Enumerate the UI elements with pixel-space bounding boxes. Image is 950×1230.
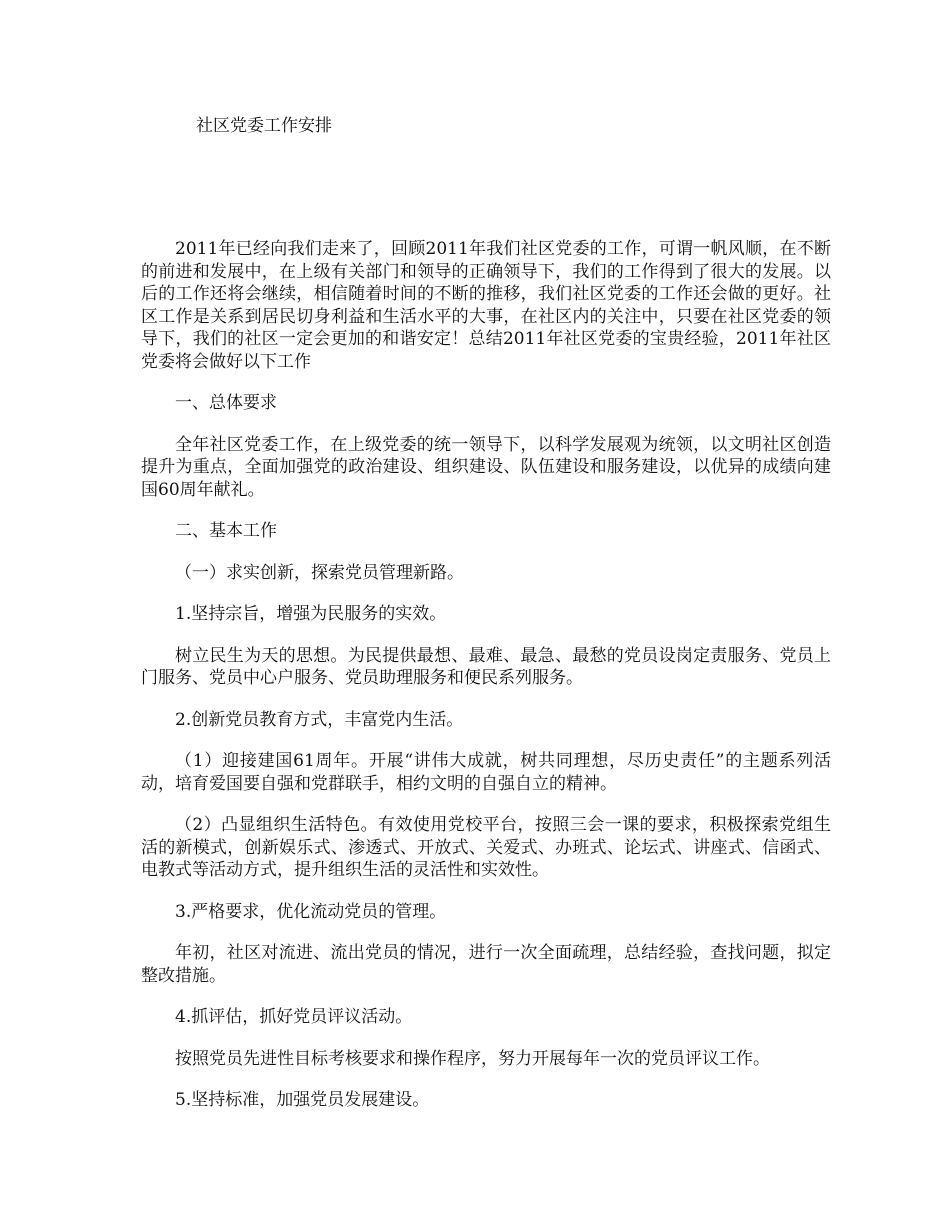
document-title: 社区党委工作安排	[196, 116, 332, 136]
item-paragraph-4: 按照党员先进性目标考核要求和操作程序，努力开展每年一次的党员评议工作。	[175, 1048, 770, 1069]
item-heading-4: 4.抓评估，抓好党员评议活动。	[175, 1007, 413, 1027]
section-heading-general-requirements: 一、总体要求	[175, 393, 277, 413]
item-heading-5: 5.坚持标准，加强党员发展建设。	[175, 1090, 430, 1110]
document-body	[141, 238, 831, 1131]
item-paragraph-3: 年初，社区对流进、流出党员的情况，进行一次全面疏理，总结经验，查找问题，拟定整改措施。	[141, 943, 831, 986]
item-heading-2: 2.创新党员教育方式，丰富党内生活。	[175, 709, 464, 730]
section-heading-basic-work: 二、基本工作	[175, 521, 277, 541]
item-paragraph-1: 树立民生为天的思想。为民提供最想、最难、最急、最愁的党员设岗定责服务、党员上门服务、党员中心户服务、党员助理服务和便民系列服务。	[141, 645, 831, 688]
item-heading-1: 1.坚持宗旨，增强为民服务的实效。	[175, 604, 447, 624]
item-paragraph-2-2: （2）凸显组织生活特色。有效使用党校平台，按照三会一课的要求，积极探索党组生活的新模式，创新娱乐式、渗透式、开放式、关爱式、办班式、论坛式、讲座式、信函式、电教式等活动方式，提升组织生活的灵活性和实效性。	[141, 815, 831, 880]
item-paragraph-2-1: （1）迎接建国61周年。开展“讲伟大成就，树共同理想，尽历史责任”的主题系列活动，培育爱国要自强和党群联手，相约文明的自强自立的精神。	[141, 751, 831, 794]
item-heading-3: 3.严格要求，优化流动党员的管理。	[175, 901, 447, 922]
general-requirements-paragraph: 全年社区党委工作，在上级党委的统一领导下，以科学发展观为统领，以文明社区创造提升为重点，全面加强党的政治建设、组织建设、队伍建设和服务建设，以优异的成绩向建国60周年献礼。	[141, 434, 831, 500]
subsection-heading-innovation: （一）求实创新，探索党员管理新路。	[175, 562, 464, 583]
intro-paragraph: 2011年已经向我们走来了，回顾2011年我们社区党委的工作，可谓一帆风顺，在不断的前进和发展中，在上级有关部门和领导的正确领导下，我们的工作得到了很大的发展。以后的工作还将会继续，相信随着时间的不断的推移，我们社区党委的工作还会做的更好。社区工作是关系到居民切身利益和生活水平的大事，在社区内的关注中，只要在社区党委的领导下，我们的社区一定会更加的和谐安定！总结2011年社区党委的宝贵经验，2011年社区党委将会做好以下工作	[141, 239, 831, 372]
